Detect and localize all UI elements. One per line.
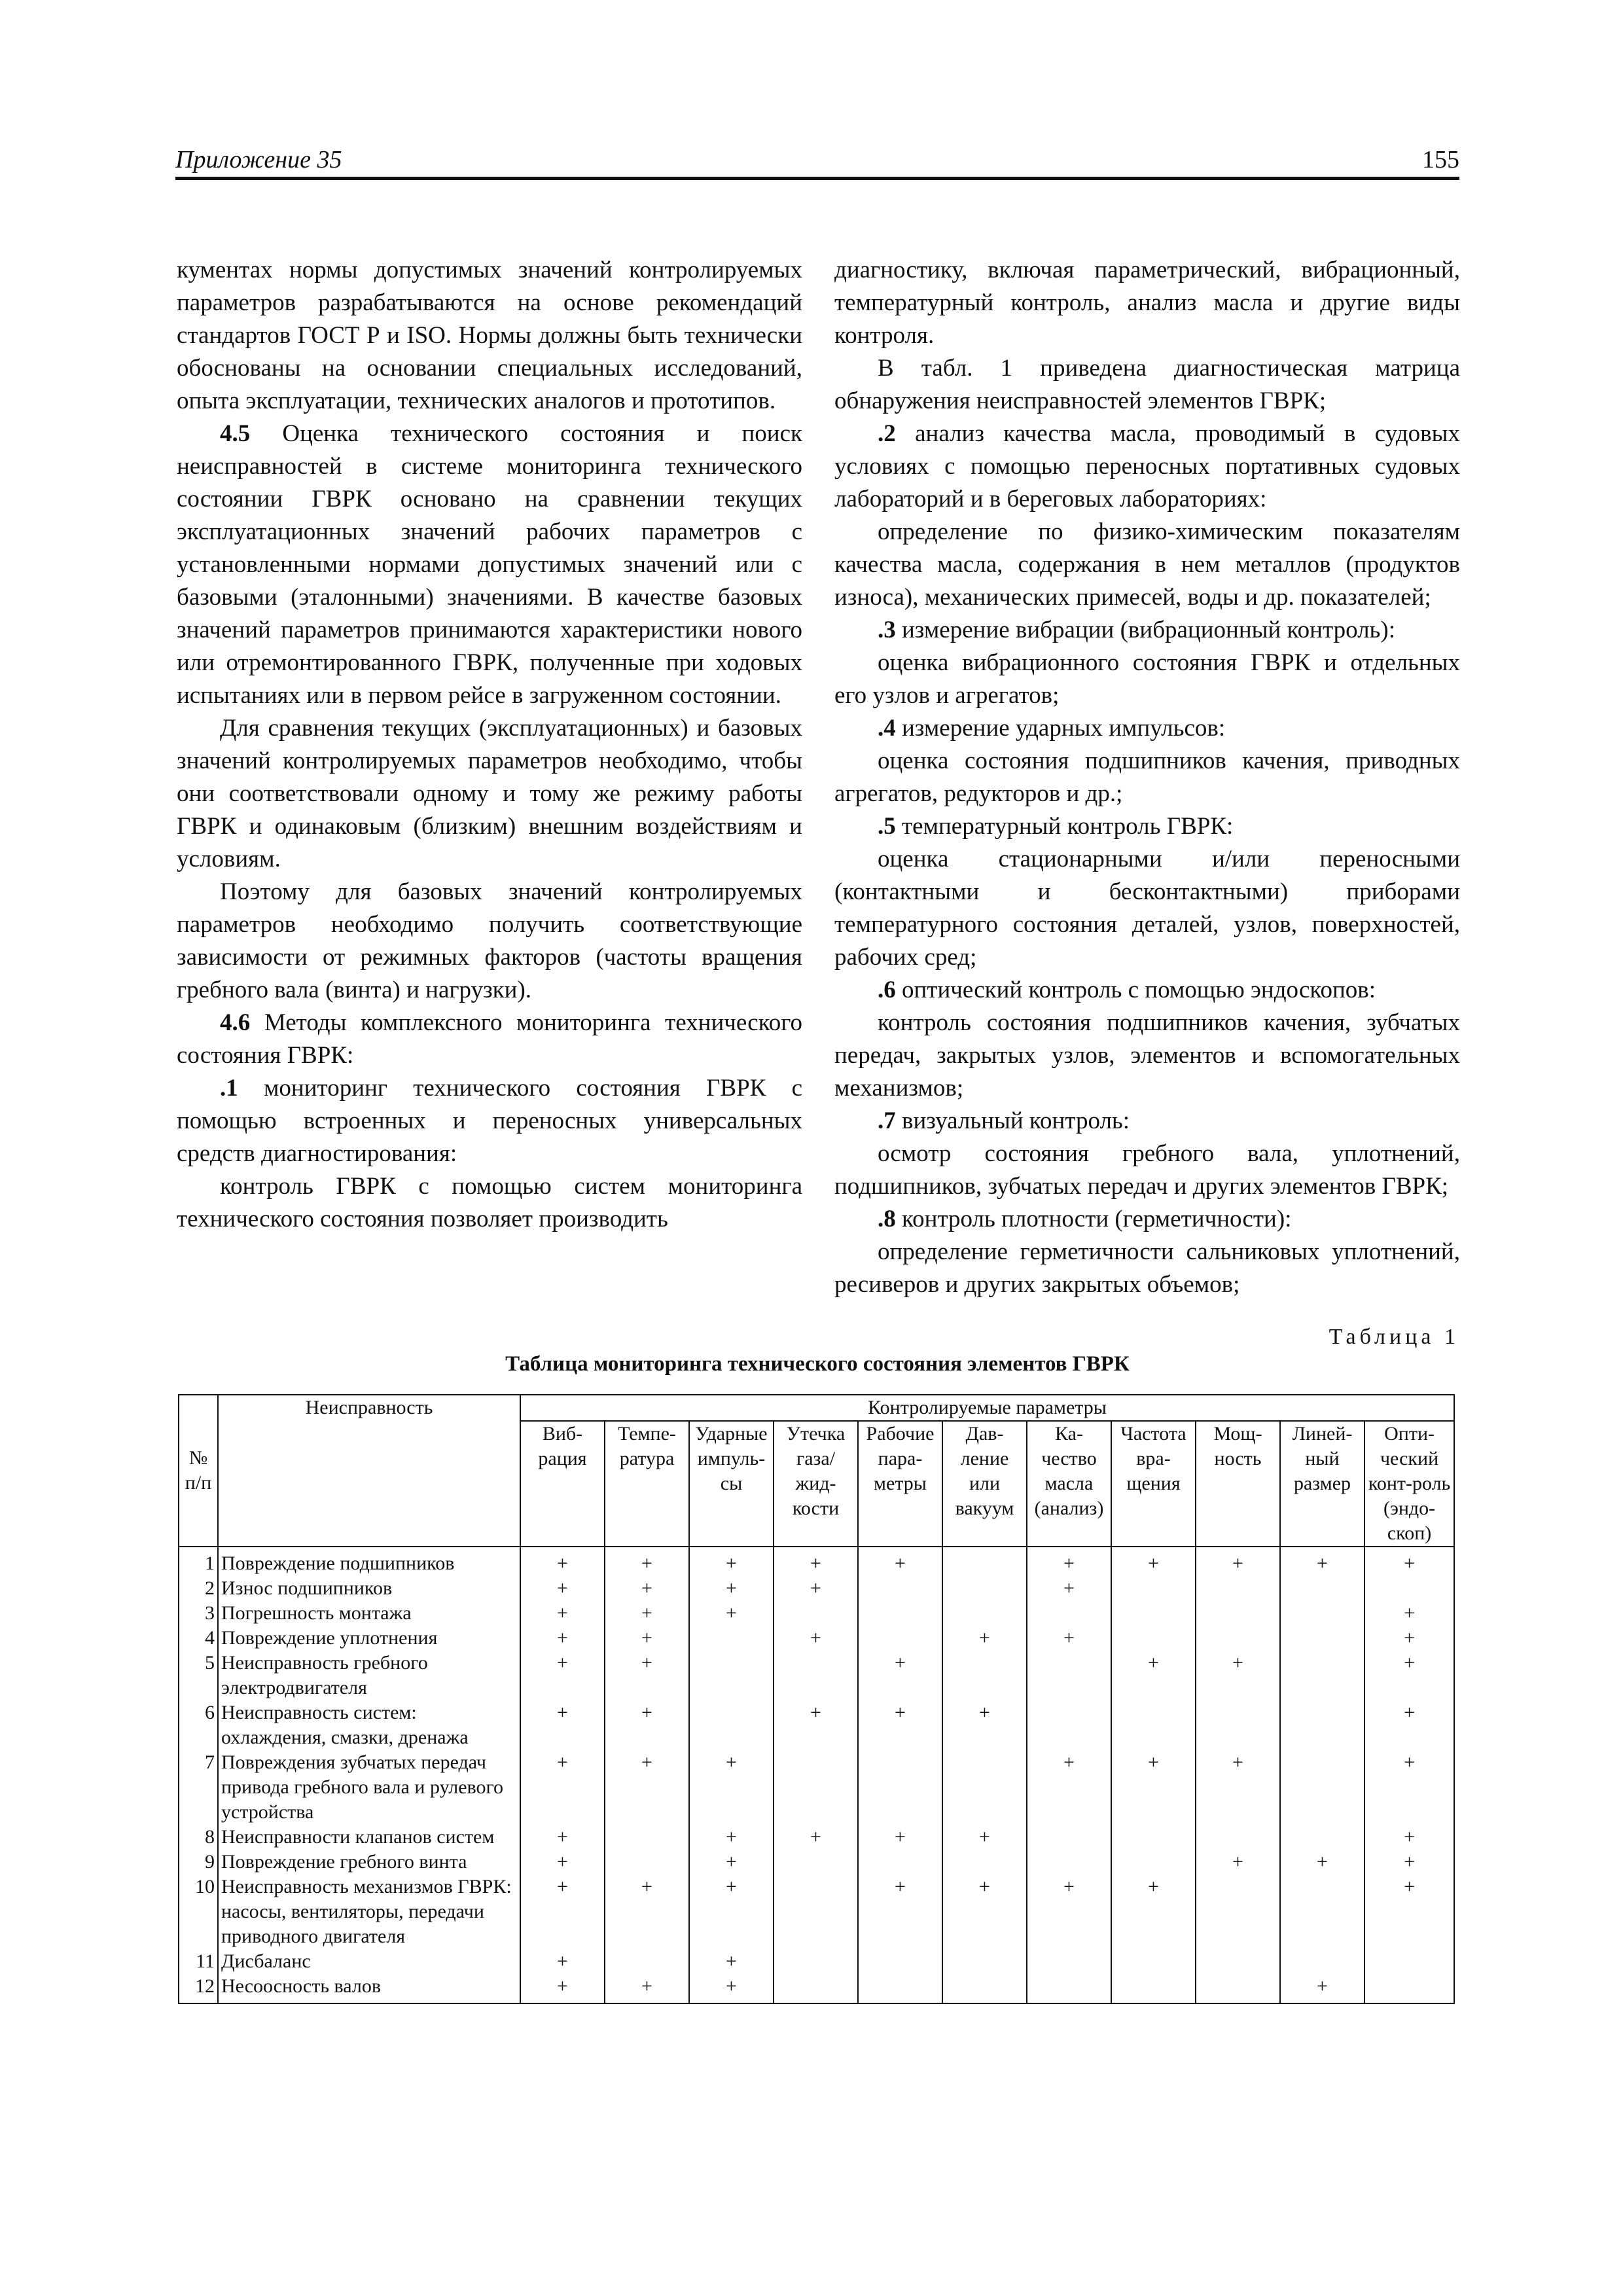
mark-cell: + — [858, 1874, 942, 1949]
fault-cell: Повреждение гребного винта — [218, 1850, 520, 1874]
paragraph — [834, 1105, 1460, 1138]
mark-cell: + — [1027, 1874, 1111, 1949]
mark-cell: + — [605, 1601, 689, 1626]
mark-cell — [689, 1651, 774, 1700]
mark-cell: + — [942, 1626, 1027, 1651]
paragraph — [834, 254, 1460, 352]
paragraph-text: кументах нормы допустимых значений контролируемых параметров разрабатываются на основе рекомендаций стандартов ГОСТ Р и ISO. Нормы должны быть технически обоснованы на основании специальных исследований, опыта эксплуатации, технических аналогов и прототипов. — [177, 257, 802, 414]
param-header: Дав-ление или вакуум — [942, 1421, 1027, 1547]
mark-cell: + — [1364, 1850, 1454, 1874]
mark-cell — [1196, 1626, 1280, 1651]
mark-cell — [1364, 1576, 1454, 1601]
param-header: Частота вра-щения — [1111, 1421, 1196, 1547]
mark-cell: + — [1111, 1651, 1196, 1700]
monitoring-table — [178, 1394, 1455, 2004]
mark-cell: + — [1364, 1700, 1454, 1750]
fault-cell: Дисбаланс — [218, 1949, 520, 1974]
mark-cell: + — [689, 1949, 774, 1974]
mark-cell: + — [774, 1626, 858, 1651]
mark-cell — [1280, 1750, 1364, 1825]
table-row — [179, 1700, 1454, 1750]
mark-cell — [1111, 1700, 1196, 1750]
paragraph-text: измерение вибрации (вибрационный контроль): — [895, 617, 1396, 643]
mark-cell — [1280, 1576, 1364, 1601]
fault-cell: Неисправность механизмов ГВРК: насосы, вентиляторы, передачи приводного двигателя — [218, 1874, 520, 1949]
paragraph — [834, 1203, 1460, 1236]
mark-cell: + — [774, 1576, 858, 1601]
mark-cell — [942, 1651, 1027, 1700]
paragraph-text: оценка вибрационного состояния ГВРК и отдельных его узлов и агрегатов; — [834, 649, 1460, 709]
mark-cell — [1196, 1949, 1280, 1974]
mark-cell: + — [1027, 1576, 1111, 1601]
mark-cell: + — [1364, 1825, 1454, 1850]
paragraph-text: Для сравнения текущих (эксплуатационных) и базовых значений контролируемых параметров необходимо, чтобы они соответствовали одному и тому же режиму работы ГВРК и одинаковым (близким) внешним воздействиям и условиям. — [177, 715, 802, 872]
mark-cell: + — [605, 1750, 689, 1825]
mark-cell — [605, 1949, 689, 1974]
mark-cell — [1280, 1825, 1364, 1850]
paragraph — [834, 614, 1460, 647]
mark-cell: + — [1111, 1750, 1196, 1825]
mark-cell: + — [1196, 1850, 1280, 1874]
clause-number: .8 — [878, 1206, 896, 1232]
mark-cell: + — [520, 1601, 605, 1626]
row-number: 6 — [179, 1700, 218, 1750]
paragraph — [834, 1236, 1460, 1301]
fault-cell: Повреждение подшипников — [218, 1547, 520, 1576]
mark-cell — [1280, 1651, 1364, 1700]
mark-cell — [774, 1651, 858, 1700]
mark-cell: + — [605, 1974, 689, 2003]
mark-cell — [942, 1601, 1027, 1626]
row-number: 9 — [179, 1850, 218, 1874]
mark-cell: + — [1364, 1874, 1454, 1949]
header-rule — [175, 177, 1459, 180]
param-header: Темпе-ратура — [605, 1421, 689, 1547]
mark-cell: + — [1364, 1601, 1454, 1626]
mark-cell — [605, 1825, 689, 1850]
mark-cell: + — [520, 1974, 605, 2003]
mark-cell — [1027, 1651, 1111, 1700]
fault-cell: Неисправность систем: охлаждения, смазки, дренажа — [218, 1700, 520, 1750]
paragraph-text: измерение ударных импульсов: — [895, 715, 1226, 742]
paragraph-text: оценка состояния подшипников качения, приводных агрегатов, редукторов и др.; — [834, 747, 1460, 807]
mark-cell: + — [1196, 1547, 1280, 1576]
mark-cell — [942, 1750, 1027, 1825]
paragraph — [177, 876, 802, 1007]
paragraph — [834, 745, 1460, 810]
mark-cell — [1111, 1626, 1196, 1651]
mark-cell — [858, 1626, 942, 1651]
mark-cell: + — [689, 1750, 774, 1825]
clause-number: .4 — [878, 715, 896, 742]
paragraph — [834, 647, 1460, 712]
mark-cell: + — [858, 1825, 942, 1850]
row-number: 5 — [179, 1651, 218, 1700]
paragraph — [834, 1007, 1460, 1105]
mark-cell: + — [689, 1850, 774, 1874]
table-row — [179, 1651, 1454, 1700]
mark-cell: + — [520, 1750, 605, 1825]
mark-cell — [689, 1626, 774, 1651]
paragraph — [834, 974, 1460, 1007]
running-title: Приложение 35 — [175, 146, 342, 173]
mark-cell — [605, 1850, 689, 1874]
table-row — [179, 1974, 1454, 2003]
left-column — [177, 254, 802, 1236]
mark-cell — [1196, 1974, 1280, 2003]
mark-cell: + — [858, 1700, 942, 1750]
row-number: 10 — [179, 1874, 218, 1949]
row-number: 1 — [179, 1547, 218, 1576]
paragraph — [834, 418, 1460, 516]
num-header: № п/п — [179, 1395, 218, 1547]
param-header: Линей-ный размер — [1280, 1421, 1364, 1547]
paragraph-text: контроль состояния подшипников качения, зубчатых передач, закрытых узлов, элементов и вспомогательных механизмов; — [834, 1009, 1460, 1102]
mark-cell — [858, 1601, 942, 1626]
mark-cell — [942, 1974, 1027, 2003]
table-row — [179, 1601, 1454, 1626]
mark-cell — [1027, 1949, 1111, 1974]
mark-cell — [1280, 1700, 1364, 1750]
row-number: 8 — [179, 1825, 218, 1850]
paragraph — [177, 418, 802, 712]
paragraph-text: мониторинг технического состояния ГВРК с помощью встроенных и переносных универсальных средств диагностирования: — [177, 1075, 802, 1167]
mark-cell — [858, 1974, 942, 2003]
mark-cell — [1027, 1601, 1111, 1626]
paragraph-text: визуальный контроль: — [895, 1107, 1130, 1134]
mark-cell — [1196, 1874, 1280, 1949]
mark-cell — [1280, 1949, 1364, 1974]
mark-cell: + — [605, 1547, 689, 1576]
mark-cell — [1280, 1601, 1364, 1626]
mark-cell: + — [520, 1874, 605, 1949]
paragraph-text: определение герметичности сальниковых уплотнений, ресиверов и других закрытых объемов; — [834, 1238, 1460, 1298]
fault-cell: Неисправности клапанов систем — [218, 1825, 520, 1850]
mark-cell: + — [605, 1651, 689, 1700]
mark-cell: + — [774, 1700, 858, 1750]
mark-cell — [774, 1850, 858, 1874]
mark-cell: + — [689, 1576, 774, 1601]
paragraph-text: температурный контроль ГВРК: — [895, 813, 1234, 840]
param-header: Ка-чество масла (анализ) — [1027, 1421, 1111, 1547]
mark-cell: + — [689, 1547, 774, 1576]
page-number: 155 — [1422, 146, 1459, 173]
mark-cell: + — [1280, 1547, 1364, 1576]
mark-cell — [689, 1700, 774, 1750]
mark-cell: + — [1111, 1547, 1196, 1576]
fault-cell: Износ подшипников — [218, 1576, 520, 1601]
mark-cell — [1027, 1825, 1111, 1850]
mark-cell: + — [774, 1547, 858, 1576]
mark-cell: + — [520, 1651, 605, 1700]
mark-cell: + — [942, 1825, 1027, 1850]
paragraph — [177, 254, 802, 418]
table-row — [179, 1626, 1454, 1651]
page-header — [175, 145, 1459, 177]
paragraph-text: осмотр состояния гребного вала, уплотнений, подшипников, зубчатых передач и других элементов ГВРК; — [834, 1140, 1460, 1200]
mark-cell — [774, 1750, 858, 1825]
mark-cell — [1280, 1874, 1364, 1949]
mark-cell: + — [520, 1949, 605, 1974]
mark-cell — [1027, 1850, 1111, 1874]
paragraph-text: оценка стационарными и/или переносными (контактными и бесконтактными) приборами температурного состояния деталей, узлов, поверхностей, рабочих сред; — [834, 846, 1460, 971]
clause-number: 4.5 — [220, 420, 251, 447]
clause-number: .1 — [220, 1075, 238, 1102]
table-title: Таблица мониторинга технического состояния элементов ГВРК — [505, 1352, 1130, 1376]
mark-cell — [1196, 1825, 1280, 1850]
param-header: Виб-рация — [520, 1421, 605, 1547]
table-row — [179, 1850, 1454, 1874]
mark-cell — [1111, 1850, 1196, 1874]
clause-number: .7 — [878, 1107, 896, 1134]
mark-cell — [1196, 1700, 1280, 1750]
paragraph — [834, 1138, 1460, 1203]
paragraph — [177, 712, 802, 876]
mark-cell: + — [858, 1547, 942, 1576]
mark-cell — [1196, 1576, 1280, 1601]
mark-cell: + — [520, 1825, 605, 1850]
table-row — [179, 1750, 1454, 1825]
mark-cell: + — [1027, 1750, 1111, 1825]
fault-header: Неисправность — [218, 1395, 520, 1547]
mark-cell: + — [774, 1825, 858, 1850]
mark-cell — [942, 1850, 1027, 1874]
paragraph — [177, 1007, 802, 1072]
paragraph-text: Оценка технического состояния и поиск неисправностей в системе мониторинга технического состоянии ГВРК основано на сравнении текущих эксплуатационных значений рабочих параметров с установленными нормами допустимых значений или с базовыми (эталонными) значениями. В качестве базовых значений параметров принимаются характеристики нового или отремонтированного ГВРК, полученные при ходовых испытаниях или в первом рейсе в загруженном состоянии. — [177, 420, 802, 709]
mark-cell — [1111, 1601, 1196, 1626]
mark-cell — [1111, 1974, 1196, 2003]
mark-cell: + — [689, 1601, 774, 1626]
param-header: Мощ-ность — [1196, 1421, 1280, 1547]
mark-cell — [774, 1874, 858, 1949]
mark-cell — [942, 1949, 1027, 1974]
mark-cell: + — [520, 1700, 605, 1750]
clause-number: .5 — [878, 813, 896, 840]
paragraph-text: оптический контроль с помощью эндоскопов: — [895, 977, 1376, 1003]
paragraph — [834, 712, 1460, 745]
mark-cell: + — [689, 1825, 774, 1850]
mark-cell: + — [1364, 1750, 1454, 1825]
mark-cell — [1364, 1974, 1454, 2003]
mark-cell — [774, 1601, 858, 1626]
paragraph-text: контроль ГВРК с помощью систем мониторинга технического состояния позволяет производить — [177, 1173, 802, 1232]
paragraph-text: Методы комплексного мониторинга технического состояния ГВРК: — [177, 1009, 802, 1069]
mark-cell — [1111, 1949, 1196, 1974]
mark-cell: + — [520, 1850, 605, 1874]
mark-cell: + — [605, 1576, 689, 1601]
param-header: Опти-ческий конт-роль (эндо-скоп) — [1364, 1421, 1454, 1547]
table-row — [179, 1576, 1454, 1601]
clause-number: .6 — [878, 977, 896, 1003]
fault-cell: Погрешность монтажа — [218, 1601, 520, 1626]
paragraph — [177, 1072, 802, 1170]
mark-cell: + — [605, 1874, 689, 1949]
right-column — [834, 254, 1460, 1301]
mark-cell: + — [605, 1626, 689, 1651]
mark-cell: + — [1364, 1651, 1454, 1700]
mark-cell: + — [689, 1974, 774, 2003]
mark-cell — [858, 1576, 942, 1601]
table-row — [179, 1547, 1454, 1576]
mark-cell: + — [858, 1651, 942, 1700]
param-header: Ударные импуль-сы — [689, 1421, 774, 1547]
mark-cell — [942, 1576, 1027, 1601]
table-row — [179, 1825, 1454, 1850]
clause-number: 4.6 — [220, 1009, 251, 1036]
fault-cell: Несоосность валов — [218, 1974, 520, 2003]
fault-cell: Повреждения зубчатых передач привода гребного вала и рулевого устройства — [218, 1750, 520, 1825]
param-header: Рабочие пара-метры — [858, 1421, 942, 1547]
mark-cell: + — [605, 1700, 689, 1750]
paragraph-text: определение по физико-химическим показателям качества масла, содержания в нем металлов (продуктов износа), механических примесей, воды и др. показателей; — [834, 518, 1460, 611]
fault-cell: Неисправность гребного электродвигателя — [218, 1651, 520, 1700]
table-row — [179, 1874, 1454, 1949]
mark-cell: + — [1364, 1626, 1454, 1651]
clause-number: .2 — [878, 420, 896, 447]
mark-cell: + — [520, 1576, 605, 1601]
table-row — [179, 1949, 1454, 1974]
paragraph-text: В табл. 1 приведена диагностическая матрица обнаружения неисправностей элементов ГВРК; — [834, 355, 1460, 414]
mark-cell — [1196, 1601, 1280, 1626]
param-header: Утечка газа/ жид-кости — [774, 1421, 858, 1547]
paragraph — [834, 516, 1460, 614]
mark-cell: + — [1027, 1547, 1111, 1576]
mark-cell: + — [1280, 1850, 1364, 1874]
paragraph-text: Поэтому для базовых значений контролируемых параметров необходимо получить соответствующие зависимости от режимных факторов (частоты вращения гребного вала (винта) и нагрузки). — [177, 878, 802, 1003]
paragraph — [834, 810, 1460, 843]
mark-cell — [774, 1974, 858, 2003]
paragraph — [834, 352, 1460, 418]
mark-cell: + — [1196, 1750, 1280, 1825]
paragraph-text: контроль плотности (герметичности): — [895, 1206, 1292, 1232]
mark-cell — [1111, 1576, 1196, 1601]
paragraph-text: анализ качества масла, проводимый в судовых условиях с помощью переносных портативных судовых лабораторий и в береговых лабораториях: — [834, 420, 1460, 512]
fault-cell: Повреждение уплотнения — [218, 1626, 520, 1651]
mark-cell — [858, 1949, 942, 1974]
mark-cell — [942, 1547, 1027, 1576]
row-number: 11 — [179, 1949, 218, 1974]
mark-cell — [858, 1750, 942, 1825]
mark-cell: + — [942, 1874, 1027, 1949]
mark-cell — [774, 1949, 858, 1974]
mark-cell: + — [689, 1874, 774, 1949]
mark-cell — [858, 1850, 942, 1874]
mark-cell — [1280, 1626, 1364, 1651]
mark-cell: + — [942, 1700, 1027, 1750]
row-number: 4 — [179, 1626, 218, 1651]
mark-cell: + — [520, 1626, 605, 1651]
row-number: 7 — [179, 1750, 218, 1825]
params-group-header: Контролируемые параметры — [520, 1395, 1454, 1421]
mark-cell: + — [1196, 1651, 1280, 1700]
paragraph — [834, 843, 1460, 974]
clause-number: .3 — [878, 617, 896, 643]
mark-cell — [1027, 1700, 1111, 1750]
mark-cell: + — [1364, 1547, 1454, 1576]
table-label: Таблица 1 — [1329, 1325, 1459, 1349]
mark-cell — [1111, 1825, 1196, 1850]
paragraph — [177, 1170, 802, 1236]
mark-cell — [1364, 1949, 1454, 1974]
mark-cell: + — [1027, 1626, 1111, 1651]
mark-cell: + — [1280, 1974, 1364, 2003]
row-number: 3 — [179, 1601, 218, 1626]
mark-cell: + — [1111, 1874, 1196, 1949]
paragraph-text: диагностику, включая параметрический, вибрационный, температурный контроль, анализ масла и другие виды контроля. — [834, 257, 1460, 349]
mark-cell: + — [520, 1547, 605, 1576]
row-number: 12 — [179, 1974, 218, 2003]
row-number: 2 — [179, 1576, 218, 1601]
mark-cell — [1027, 1974, 1111, 2003]
